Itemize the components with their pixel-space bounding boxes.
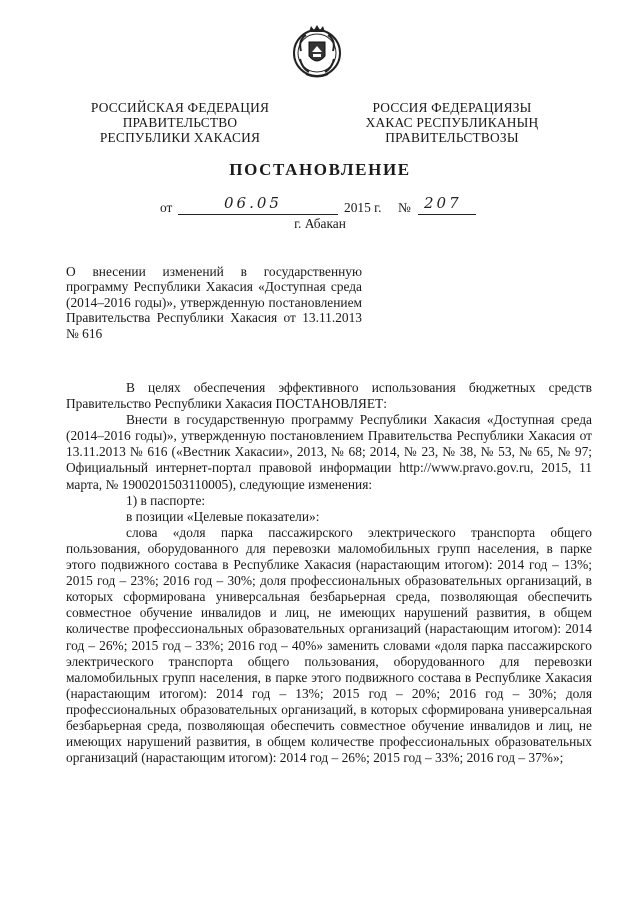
body-paragraph: В целях обеспечения эффективного использования бюджетных средств Правительство Республики Хакасия ПОСТАНОВЛЯЕТ: [66,380,592,412]
coat-of-arms-icon [292,24,342,80]
number-handwritten: 207 [424,194,462,212]
header-left-line: ПРАВИТЕЛЬСТВО [122,115,238,130]
body-paragraph: Внести в государственную программу Республики Хакасия «Доступная среда (2014–2016 годы)», утвержденную постановлением Правительства Республики Хакасия от 13.11.2013 № 616 («Вестник Хакасии», 2013, № 68; 2014, № 23, № 38, № 53, № 65, № 97; Официальный интернет-портал правовой информации http://www.pravo.gov.ru, 2015, 11 марта, № 1900201503110005), следующие изменения: [66,412,592,492]
document-title: ПОСТАНОВЛЕНИЕ [229,160,411,179]
header-right-line: ХАКАС РЕСПУБЛИКАНЫҢ [365,115,539,130]
body-paragraph: 1) в паспорте: [126,492,206,508]
date-underline [178,214,338,215]
header-left [80,100,280,145]
date-number-line [0,196,640,216]
header-right [352,100,552,145]
document-body [66,380,592,766]
body-paragraph: в позиции «Целевые показатели»: [126,508,320,524]
date-year: 2015 г. [344,200,382,215]
date-prefix: от [160,200,173,215]
header-right-line: ПРАВИТЕЛЬСТВОЗЫ [385,130,519,145]
city: г. Абакан [294,216,346,231]
date-handwritten: 06.05 [224,194,282,212]
header-right-line: РОССИЯ ФЕДЕРАЦИЯЗЫ [372,100,532,115]
number-underline [418,214,476,215]
header-left-line: РОССИЙСКАЯ ФЕДЕРАЦИЯ [90,100,270,115]
number-label: № [398,200,411,215]
body-paragraph: слова «доля парка пассажирского электрического транспорта общего пользования, оборудованного для перевозки маломобильных групп населения, в парке этого подвижного состава в Республике Хакасия (нарастающим итогом): 2014 год – 13%; 2015 год – 23%; 2016 год – 30%; доля профессиональных образовательных организаций, в которых сформирована универсальная безбарьерная среда, позволяющая обеспечить совместное обучение инвалидов и лиц, не имеющих нарушений развития, в общем количестве профессиональных образовательных организаций (нарастающим итогом): 2014 год – 26%; 2015 год – 33%; 2016 год – 40%» заменить словами «доля парка пассажирского электрического транспорта общего пользования, оборудованного для перевозки маломобильных групп населения, в парке этого подвижного состава в Республике Хакасия (нарастающим итогом): 2014 год – 13%; 2015 год – 20%; 2016 год – 30%; доля профессиональных образовательных организаций, в которых сформирована универсальная безбарьерная среда, позволяющая обеспечить совместное обучение инвалидов и лиц, не имеющих нарушений развития, в общем количестве профессиональных образовательных организаций (нарастающим итогом): 2014 год – 26%; 2015 год – 33%; 2016 год – 37%»; [66,524,592,766]
document-subject: О внесении изменений в государственную программу Республики Хакасия «Доступная среда (2014–2016 годы)», утвержденную постановлением Правительства Республики Хакасия от 13.11.2013 № 616 [66,264,362,341]
header-left-line: РЕСПУБЛИКИ ХАКАСИЯ [99,130,261,145]
